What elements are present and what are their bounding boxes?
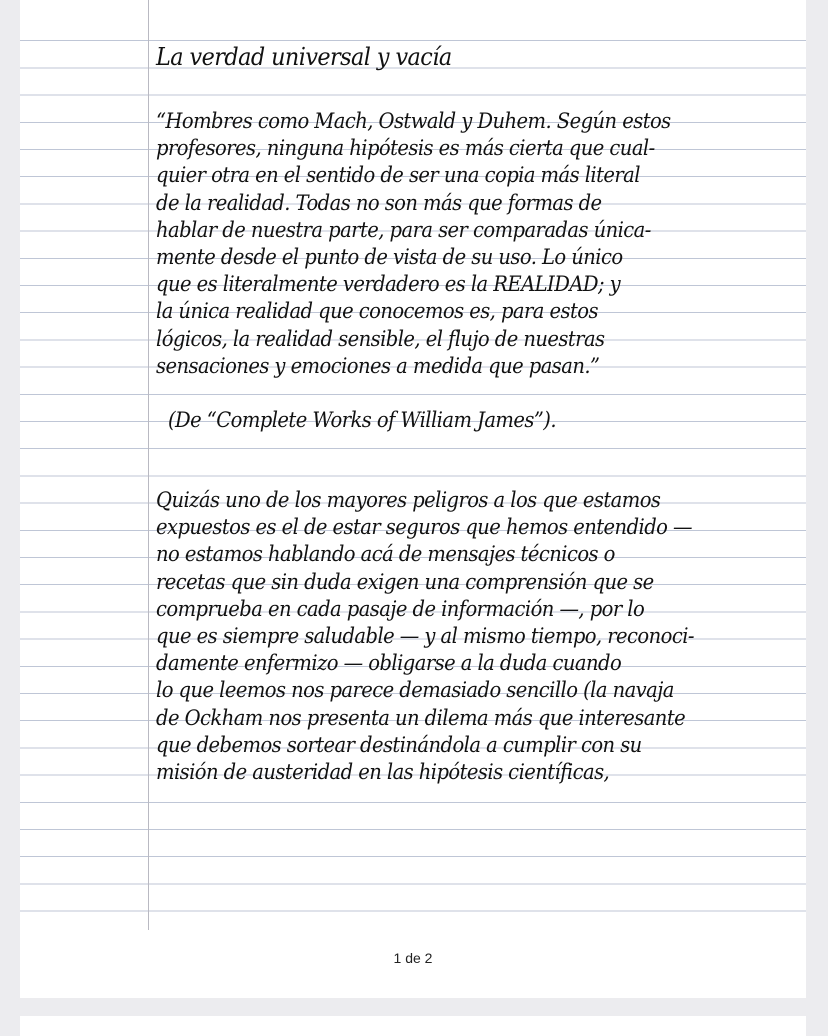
document-title: La verdad universal y vacía [156, 43, 452, 71]
page-indicator: 1 de 2 [393, 950, 433, 966]
quote-source: (De “Complete Works of William James”). [168, 408, 556, 432]
notebook-page [20, 0, 806, 998]
next-page-edge[interactable] [20, 1016, 806, 1036]
margin-line [148, 0, 149, 930]
body-paragraph: Quizás uno de los mayores peligros a los que estamos expuestos es el de estar seguros que hemos entendido — no estamos hablando acá de mensajes técnicos o recetas que sin duda exigen una comprensión que se comprueba en cada pasaje de información —, por lo que es siempre saludable — y al mismo tiempo, reconoci- damente enfermizo — obligarse a la duda cuando lo que leemos nos parece demasiado sencillo (la navaja de Ockham nos presenta un dilema más que interesante que debemos sortear destinándola a cumplir con su misión de austeridad en las hipótesis científicas, [156, 488, 694, 785]
quote-paragraph: “Hombres como Mach, Ostwald y Duhem. Según estos profesores, ninguna hipótesis es más cierta que cual- quier otra en el sentido de ser una copia más literal de la realidad. Todas no son más que formas de hablar de nuestra parte, para ser comparadas única- mente desde el punto de vista de su uso. Lo único que es literalmente verdadero es la REALIDAD; y la única realidad que conocemos es, para estos lógicos, la realidad sensible, el flujo de nuestras sensaciones y emociones a medida que pasan.” [156, 109, 671, 378]
